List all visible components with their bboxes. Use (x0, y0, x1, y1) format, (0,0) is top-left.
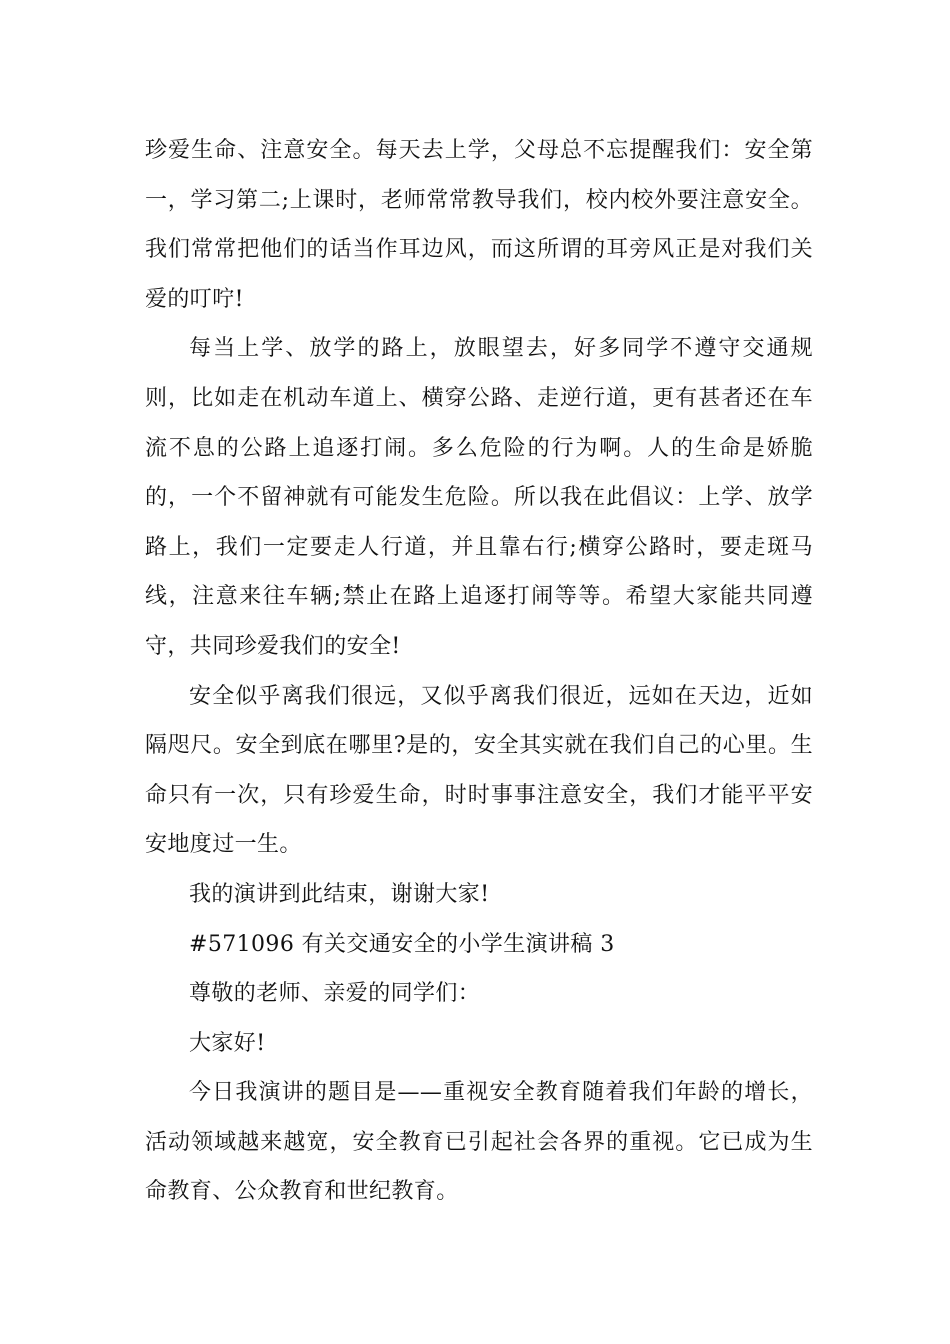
paragraph-topic: 今日我演讲的题目是——重视安全教育随着我们年龄的增长，活动领域越来越宽，安全教育已引起社会各界的重视。它已成为生命教育、公众教育和世纪教育。 (145, 1080, 813, 1205)
paragraph-1: 珍爱生命、注意安全。每天去上学，父母总不忘提醒我们：安全第一，学习第二;上课时，老师常常教导我们，校内校外要注意安全。我们常常把他们的话当作耳边风，而这所谓的耳旁风正是对我们关爱的叮咛! (145, 138, 813, 312)
paragraph-2: 每当上学、放学的路上，放眼望去，好多同学不遵守交通规则，比如走在机动车道上、横穿公路、走逆行道，更有甚者还在车流不息的公路上追逐打闹。多么危险的行为啊。人的生命是娇脆的，一个不留神就有可能发生危险。所以我在此倡议：上学、放学路上，我们一定要走人行道，并且靠右行;横穿公路时，要走斑马线，注意来往车辆;禁止在路上追逐打闹等等。希望大家能共同遵守，共同珍爱我们的安全! (145, 336, 813, 659)
section-heading: #571096 有关交通安全的小学生演讲稿 3 (189, 931, 615, 957)
greeting: 大家好! (189, 1030, 266, 1056)
salutation: 尊敬的老师、亲爱的同学们： (189, 981, 481, 1007)
paragraph-closing: 我的演讲到此结束，谢谢大家! (189, 881, 490, 907)
paragraph-3: 安全似乎离我们很远，又似乎离我们很近，远如在天边，近如隔咫尺。安全到底在哪里?是的，安全其实就在我们自己的心里。生命只有一次，只有珍爱生命，时时事事注意安全，我们才能平平安安地度过一生。 (145, 683, 813, 858)
document-body (145, 126, 813, 1217)
